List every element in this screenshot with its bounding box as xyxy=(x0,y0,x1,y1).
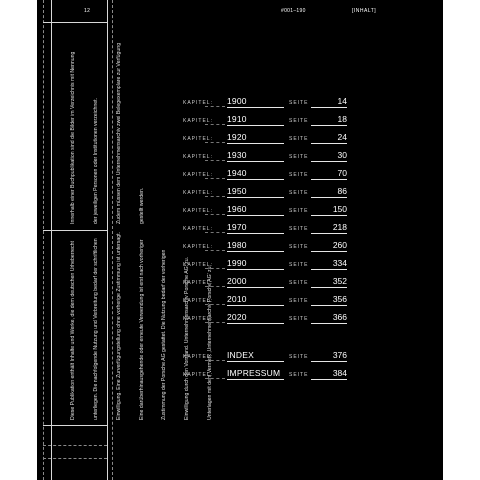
kapitel-label: KAPITEL: xyxy=(183,100,213,106)
seite-label: SEITE xyxy=(289,172,309,178)
kapitel-label: KAPITEL: xyxy=(183,226,213,232)
leader-line xyxy=(205,160,225,161)
leader-line xyxy=(205,178,225,179)
chapter-page: 24 xyxy=(311,132,347,144)
sidebar-top-line: gestellt werden. xyxy=(138,187,145,224)
chapter-page: 70 xyxy=(311,168,347,180)
chapter-title: 1980 xyxy=(227,240,284,252)
leader-line xyxy=(205,142,225,143)
kapitel-label: KAPITEL: xyxy=(183,118,213,124)
sidebar-bottom-line: Zustimmung der Porsche AG gestattet. Die Nutzung bedarf der vorherigen xyxy=(161,249,168,420)
kapitel-label: KAPITEL: xyxy=(183,154,213,160)
toc-entry[interactable] xyxy=(183,220,347,238)
sidebar-guide-bottom-2 xyxy=(43,458,107,459)
seite-label: SEITE xyxy=(289,100,309,106)
leader-line xyxy=(205,214,225,215)
kapitel-label: KAPITEL: xyxy=(183,208,213,214)
chapter-page: 366 xyxy=(311,312,347,324)
toc-entry[interactable] xyxy=(183,166,347,184)
chapter-title: 1970 xyxy=(227,222,284,234)
chapter-title: 1930 xyxy=(227,150,284,162)
sidebar-guide-left xyxy=(43,0,44,480)
leader-line xyxy=(205,232,225,233)
seite-label: SEITE xyxy=(289,316,309,322)
seite-label: SEITE xyxy=(289,244,309,250)
seite-label: SEITE xyxy=(289,190,309,196)
toc-entry[interactable] xyxy=(183,148,347,166)
sidebar-rule-left xyxy=(51,0,52,480)
kapitel-label: KAPITEL: xyxy=(183,354,213,360)
kapitel-label: KAPITEL: xyxy=(183,244,213,250)
toc-entry[interactable] xyxy=(183,366,347,384)
toc-entry[interactable] xyxy=(183,256,347,274)
seite-label: SEITE xyxy=(289,136,309,142)
chapter-page: 218 xyxy=(311,222,347,234)
sidebar-bottom-line: unterliegen. Die nachfolgende Nutzung und Verbreitung bedarf der schriftlichen xyxy=(92,238,99,420)
chapter-page: 150 xyxy=(311,204,347,216)
leader-line xyxy=(205,250,225,251)
seite-label: SEITE xyxy=(289,298,309,304)
sidebar-bottom-line: Einwilligung durch den Vorstand. Unternehmensarchiv Porsche AG' zu. xyxy=(184,256,191,420)
chapter-page: 18 xyxy=(311,114,347,126)
chapter-title: 1940 xyxy=(227,168,284,180)
toc-entry[interactable] xyxy=(183,202,347,220)
chapter-title: 2020 xyxy=(227,312,284,324)
kapitel-label: KAPITEL: xyxy=(183,136,213,142)
chapter-page: 384 xyxy=(311,368,347,380)
chapter-title: 2010 xyxy=(227,294,284,306)
leader-line xyxy=(205,378,225,379)
chapter-title: 1960 xyxy=(227,204,284,216)
chapter-title: 1920 xyxy=(227,132,284,144)
leader-line xyxy=(205,196,225,197)
toc-entry[interactable] xyxy=(183,112,347,130)
seite-label: SEITE xyxy=(289,154,309,160)
kapitel-label: KAPITEL: xyxy=(183,316,213,322)
toc-entry[interactable] xyxy=(183,238,347,256)
sidebar-bottom-line: Einwilligung. Eine Zurverfügungstellung ohne vorherige Zustimmung ist untersagt. xyxy=(115,231,122,420)
sidebar-bottom-line: Unterlagen mit dem Vermerk ‚Unternehmensarchiv Porsche AG' zu. xyxy=(206,265,213,420)
leader-line xyxy=(205,106,225,107)
seite-label: SEITE xyxy=(289,280,309,286)
chapter-title: INDEX xyxy=(227,350,284,362)
kapitel-label: KAPITEL: xyxy=(183,262,213,268)
chapter-title: 1990 xyxy=(227,258,284,270)
toc-appendix-list xyxy=(183,348,347,384)
sidebar-rule-top xyxy=(43,22,107,23)
chapter-title: 1950 xyxy=(227,186,284,198)
chapter-page: 14 xyxy=(311,96,347,108)
kapitel-label: KAPITEL: xyxy=(183,172,213,178)
sidebar-top-line: der jeweiligen Personen oder Institutionen verzeichnet. xyxy=(92,97,99,224)
sidebar-rule-middle xyxy=(43,230,107,231)
table-of-contents xyxy=(183,94,347,384)
kapitel-label: KAPITEL: xyxy=(183,190,213,196)
sidebar-bottom-line: Eine darüberhinausgehende oder erneute Verwendung ist erst nach vorheriger xyxy=(138,239,145,420)
toc-gap xyxy=(183,328,347,348)
chapter-page: 30 xyxy=(311,150,347,162)
sidebar-top-line: Innerhalb einer Buchpublikation sind die Bilder im Verzeichnis mit Nennung xyxy=(70,51,77,224)
leader-line xyxy=(205,268,225,269)
toc-entry[interactable] xyxy=(183,94,347,112)
leader-line xyxy=(205,360,225,361)
chapter-page: 334 xyxy=(311,258,347,270)
sidebar-bottom-line: Diese Publikation enthält Inhalte und Werke, die dem deutschen Urheberrecht xyxy=(70,241,77,420)
leader-line xyxy=(205,304,225,305)
seite-label: SEITE xyxy=(289,226,309,232)
section-label: [INHALT] xyxy=(352,8,377,14)
sidebar-rule-bottom xyxy=(43,425,107,426)
sidebar-guide-bottom-1 xyxy=(43,445,107,446)
seite-label: SEITE xyxy=(289,354,309,360)
chapter-title: 2000 xyxy=(227,276,284,288)
toc-entry[interactable] xyxy=(183,130,347,148)
kapitel-label: KAPITEL: xyxy=(183,372,213,378)
seite-label: SEITE xyxy=(289,208,309,214)
seite-label: SEITE xyxy=(289,372,309,378)
toc-entry[interactable] xyxy=(183,310,347,328)
toc-entry[interactable] xyxy=(183,274,347,292)
toc-entry[interactable] xyxy=(183,348,347,366)
page-number: 12 xyxy=(84,8,91,14)
sidebar-top-line: Zudem müssen dem Unternehmensarchiv zwei Belegexemplare zur Verfügung xyxy=(115,42,122,224)
leader-line xyxy=(205,286,225,287)
chapter-title: 1910 xyxy=(227,114,284,126)
leader-line xyxy=(205,124,225,125)
book-page xyxy=(37,0,443,480)
page-range: #001–190 xyxy=(281,8,306,14)
chapter-page: 260 xyxy=(311,240,347,252)
toc-entry[interactable] xyxy=(183,292,347,310)
seite-label: SEITE xyxy=(289,118,309,124)
chapter-title: IMPRESSUM xyxy=(227,368,284,380)
kapitel-label: KAPITEL: xyxy=(183,280,213,286)
chapter-page: 352 xyxy=(311,276,347,288)
chapter-page: 356 xyxy=(311,294,347,306)
leader-line xyxy=(205,322,225,323)
toc-entry[interactable] xyxy=(183,184,347,202)
chapter-title: 1900 xyxy=(227,96,284,108)
chapter-page: 376 xyxy=(311,350,347,362)
kapitel-label: KAPITEL: xyxy=(183,298,213,304)
toc-chapter-list xyxy=(183,94,347,328)
seite-label: SEITE xyxy=(289,262,309,268)
chapter-page: 86 xyxy=(311,186,347,198)
